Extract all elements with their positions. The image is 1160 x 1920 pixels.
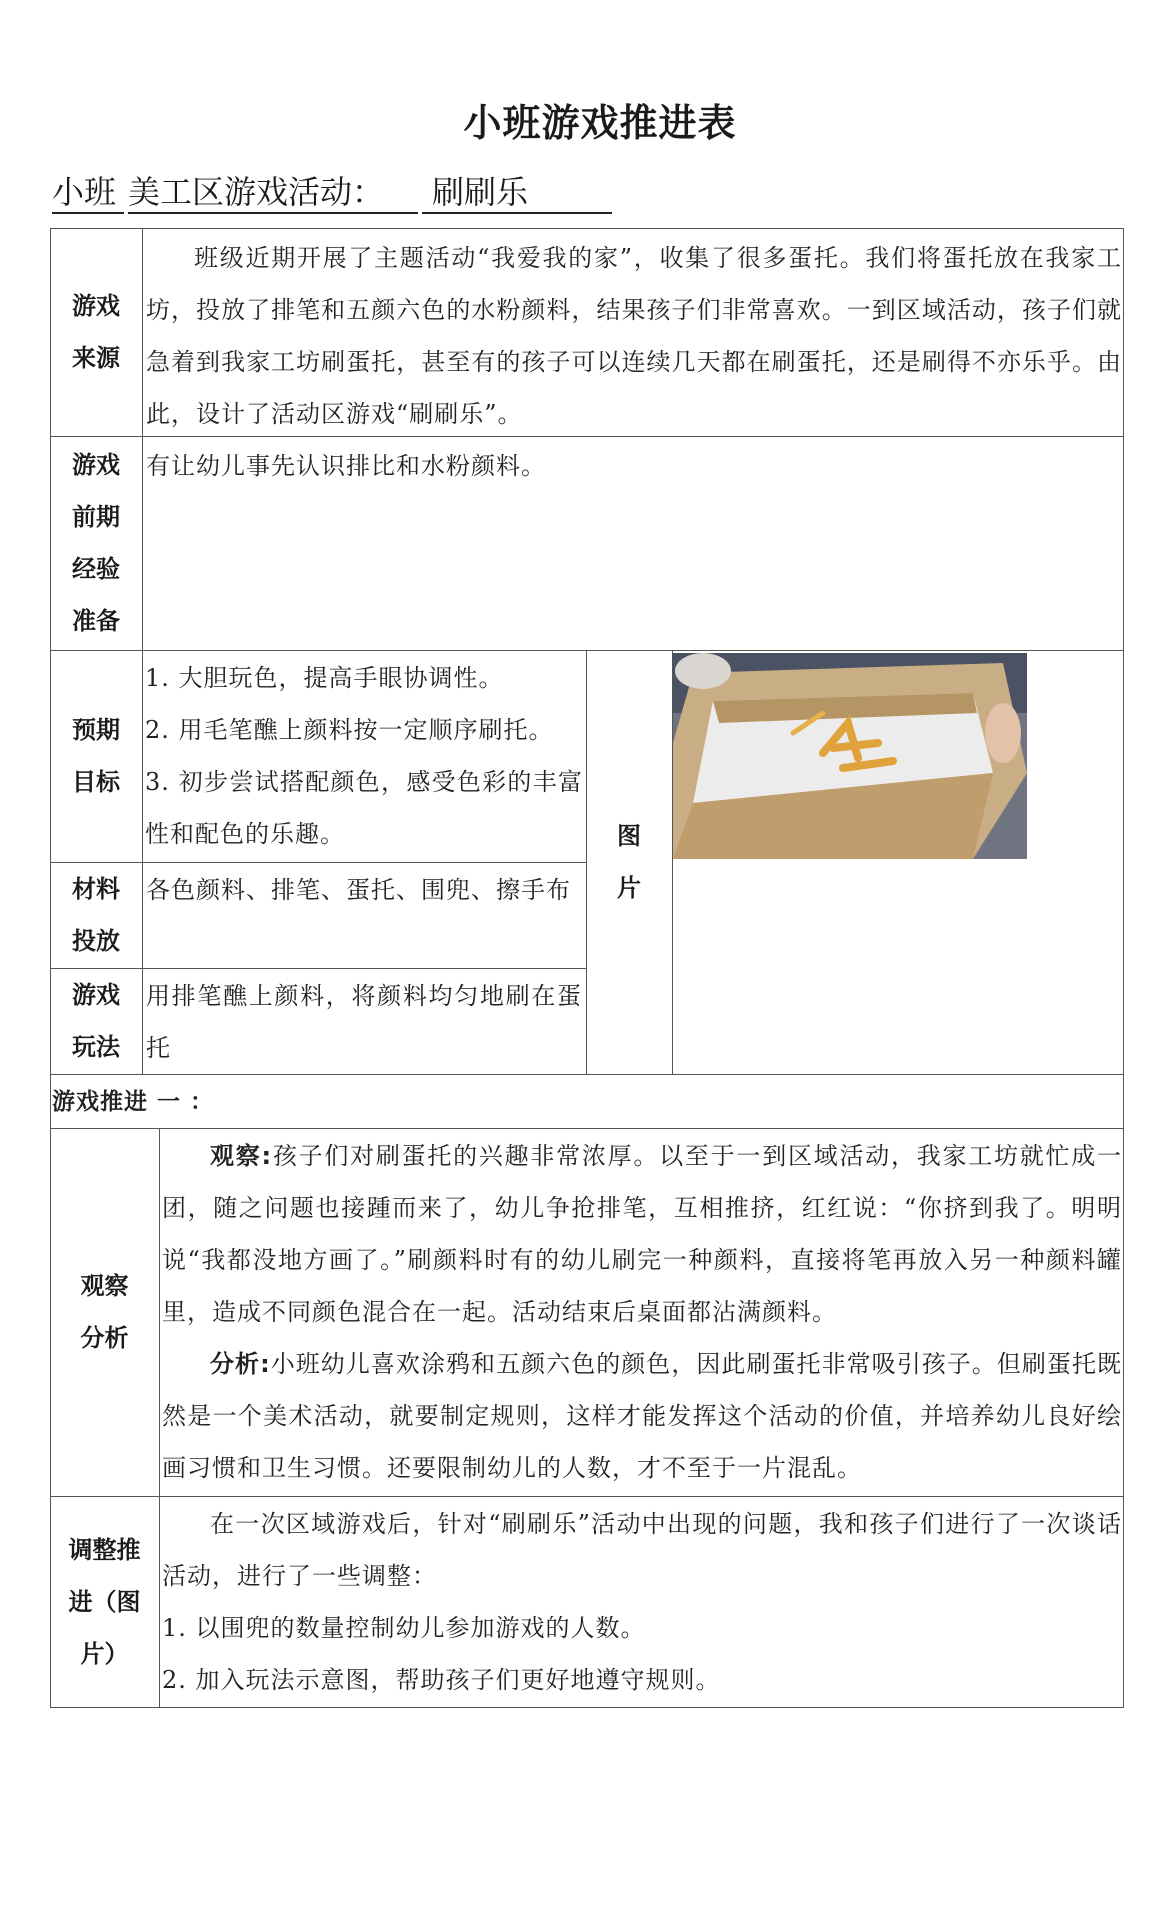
- analysis-body: 小班幼儿喜欢涂鸦和五颜六色的颜色，因此刷蛋托非常吸引孩子。但刷蛋托既然是一个美术活动，就要制定规则，这样才能发挥这个活动的价值，并培养幼儿良好绘画习惯和卫生习惯。还要限制幼儿的人数，才不至于一片混乱。: [162, 1350, 1122, 1482]
- observe-title: 观察:: [210, 1142, 273, 1170]
- col-divider: [159, 1128, 160, 1708]
- goals-label: 预期目标: [72, 716, 120, 796]
- class-name: 小班: [52, 172, 124, 214]
- advance-heading: 游戏推进 一 ：: [52, 1089, 215, 1115]
- area-name: 美工区游戏活动：: [128, 172, 418, 214]
- materials-text: 各色颜料、排笔、蛋托、围兜、擦手布: [146, 876, 571, 904]
- prep-label: 游戏前期经验准备: [72, 451, 120, 635]
- play-label: 游戏玩法: [72, 981, 120, 1061]
- activity-photo: [673, 653, 1027, 859]
- adjust-text: [162, 1498, 1122, 1706]
- observe-label: 观察分析: [80, 1272, 129, 1352]
- source-text: 班级近期开展了主题活动“我爱我的家”，收集了很多蛋托。我们将蛋托放在我家工坊，投放了排笔和五颜六色的水粉颜料，结果孩子们非常喜欢。一到区域活动，孩子们就急着到我家工坊刷蛋托，甚至有的孩子可以连续几天都在刷蛋托，还是刷得不亦乐乎。由此，设计了活动区游戏“刷刷乐”。: [146, 244, 1122, 428]
- cardboard-box-image: [673, 653, 1027, 859]
- subtitle: [52, 172, 612, 214]
- play-text: 用排笔醮上颜料，将颜料均匀地刷在蛋托: [146, 982, 582, 1062]
- row-divider: [50, 1128, 1124, 1129]
- source-label: 游戏来源: [72, 292, 120, 372]
- adjust-intro: 在一次区域游戏后，针对“刷刷乐”活动中出现的问题，我和孩子们进行了一次谈话活动，进行了一些调整：: [162, 1510, 1122, 1590]
- materials-label: 材料投放: [72, 875, 120, 955]
- goal-item-3: 3. 初步尝试搭配颜色，感受色彩的丰富性和配色的乐趣。: [145, 768, 583, 848]
- goal-item-1: 1. 大胆玩色，提高手眼协调性。: [145, 664, 504, 692]
- picture-label: 图片: [617, 822, 641, 902]
- activity-name: 刷刷乐: [422, 172, 612, 214]
- observe-text: [162, 1130, 1122, 1494]
- row-divider: [50, 1074, 1124, 1075]
- goals-list: [145, 652, 583, 860]
- prep-text: 有让幼儿事先认识排比和水粉颜料。: [146, 452, 546, 480]
- row-divider: [50, 1496, 1124, 1497]
- adjust-item-1: 1. 以围兜的数量控制幼儿参加游戏的人数。: [162, 1614, 646, 1642]
- analysis-title: 分析:: [210, 1350, 271, 1378]
- page-title: 小班游戏推进表: [463, 101, 737, 145]
- observe-body: 孩子们对刷蛋托的兴趣非常浓厚。以至于一到区域活动，我家工坊就忙成一团，随之问题也接踵而来了，幼儿争抢排笔，互相推挤，红红说：“你挤到我了。明明说“我都没地方画了。”刷颜料时有的幼儿刷完一种颜料，直接将笔再放入另一种颜料罐里，造成不同颜色混合在一起。活动结束后桌面都沾满颜料。: [162, 1142, 1122, 1326]
- goal-item-2: 2. 用毛笔醮上颜料按一定顺序刷托。: [145, 716, 554, 744]
- adjust-item-2: 2. 加入玩法示意图，帮助孩子们更好地遵守规则。: [162, 1666, 721, 1694]
- col-divider: [142, 228, 143, 1074]
- adjust-label: 调整推进（图片）: [68, 1536, 141, 1668]
